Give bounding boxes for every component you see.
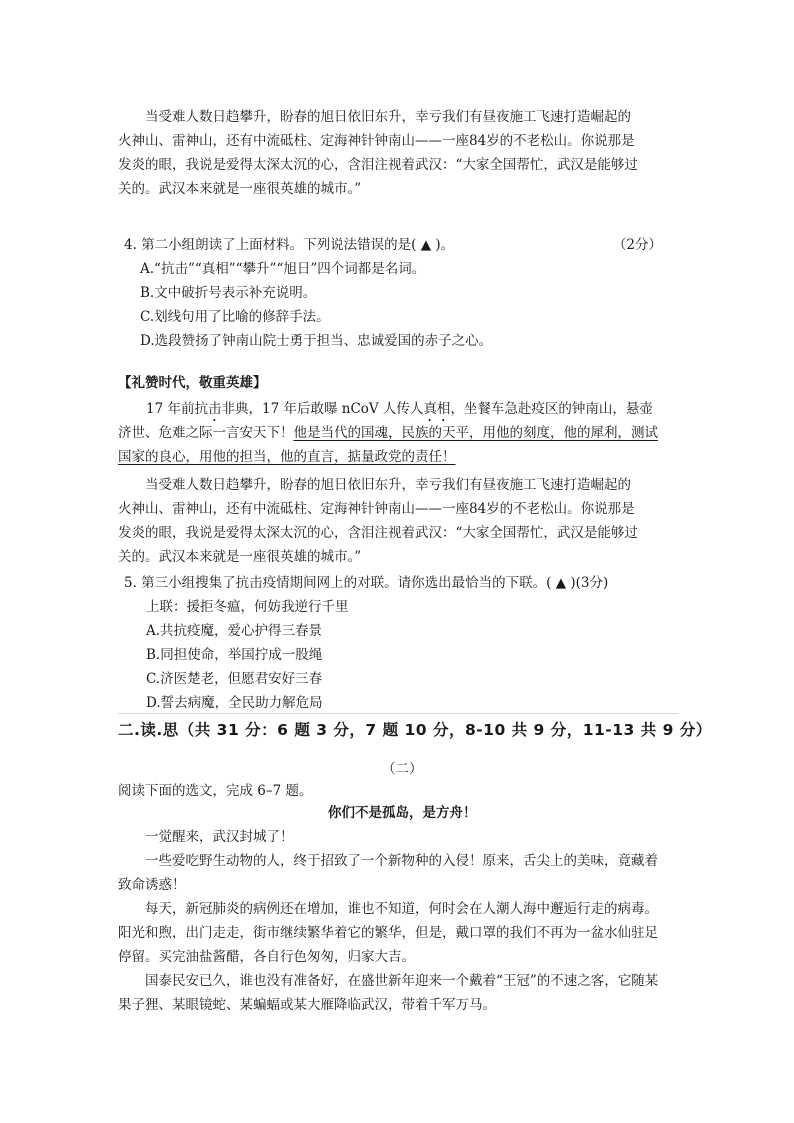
question-4-option-d: D.选段赞扬了钟南山院士勇于担当、忠诚爱国的赤子之心。: [140, 333, 493, 349]
question-4-option-a: A.“抗击”“真相”“攀升”“旭日”四个词都是名词。: [140, 261, 426, 277]
question-4-option-b: B.文中破折号表示补充说明。: [140, 285, 317, 301]
couplet-upper: 上联：援拒冬瘟，何妨我逆行千里: [146, 599, 349, 615]
question-5-option-b: B.同担使命，举国拧成一股绳: [146, 647, 323, 663]
article-paragraph: 致命诱惑！: [118, 877, 186, 893]
article-paragraph: 果子狸、某眼镜蛇、某蝙蝠或某大雁降临武汉，带着千军万马。: [118, 997, 496, 1013]
text-run: 17 年前抗: [146, 401, 208, 417]
underlined-sentence: 国家的良心，用他的担当，他的直言，掂量政党的责任！: [118, 449, 456, 465]
passage-line: 火神山、雷神山，还有中流砥柱、定海神针钟南山——一座84岁的不老松山。你说那是: [118, 501, 635, 517]
passage-line: 关的。武汉本来就是一座很英雄的城市。”: [118, 181, 362, 197]
text-run: ，坐餐车急赴疫区的钟南山，悬壶: [450, 401, 653, 417]
question-5-option-d: D.誓去病魔，全民助力解危局: [146, 695, 323, 711]
dotted-word: 击: [207, 401, 222, 417]
divider: [118, 713, 678, 714]
article-title: 你们不是孤岛，是方舟！: [328, 805, 477, 821]
question-5-stem: 5. 第三小组搜集了抗击疫情期间网上的对联。请你选出最恰当的下联。( ▲ )(3分): [124, 575, 609, 591]
article-paragraph: 一些爱吃野生动物的人，终于招致了一个新物种的入侵！原来，舌尖上的美味，竟藏着: [145, 853, 658, 869]
sub-heading: （二）: [382, 761, 423, 777]
text-run: 非典，17 年后敢曝 nCoV 人传人: [221, 401, 424, 417]
dotted-word: 真相: [423, 401, 451, 417]
article-paragraph: 阳光和煦，出门走走，街市继续繁华着它的繁华，但是，戴口罩的我们不再为一盆水仙驻足: [118, 925, 658, 941]
article-paragraph: 停留。买完油盐酱醋，各自行色匆匆，归家大吉。: [118, 949, 415, 965]
passage-line: 关的。武汉本来就是一座很英雄的城市。”: [118, 549, 362, 565]
passage-line: 当受难人数日趋攀升，盼春的旭日依旧东升，幸亏我们有昼夜施工飞速打造崛起的: [145, 477, 631, 493]
question-5-option-a: A.共抗疫魔，爱心护得三春景: [146, 623, 323, 639]
passage-line: 发炎的眼，我说是爱得太深太沉的心，含泪注视着武汉：“大家全国帮忙，武汉是能够过: [118, 157, 638, 173]
question-4-score: （2分）: [612, 237, 662, 253]
article-paragraph: 每天，新冠肺炎的病例还在增加，谁也不知道，何时会在人潮人海中邂逅行走的病毒。: [145, 901, 658, 917]
passage-line: 当受难人数日趋攀升，盼春的旭日依旧东升，幸亏我们有昼夜施工飞速打造崛起的: [145, 109, 631, 125]
part-2-heading: 二.读.思（共 31 分：6 题 3 分，7 题 10 分，8-10 共 9 分，11-13 共 9 分）: [118, 721, 712, 739]
question-4-option-c: C.划线句用了比喻的修辞手法。: [140, 309, 330, 325]
question-5-option-c: C.济医楚老，但愿君安好三春: [146, 671, 323, 687]
instruction: 阅读下面的选文，完成 6–7 题。: [118, 783, 313, 799]
article-paragraph: 一觉醒来，武汉封城了！: [145, 829, 294, 845]
text-run: 济世、危难之际一言安天下！: [118, 425, 294, 441]
passage-line: 火神山、雷神山，还有中流砥柱、定海神针钟南山——一座84岁的不老松山。你说那是: [118, 133, 635, 149]
question-4-stem: 4. 第二小组朗读了上面材料。下列说法错误的是( ▲ )。: [124, 237, 455, 253]
section-title: 【礼赞时代，敬重英雄】: [118, 375, 267, 391]
underlined-sentence: 他是当代的国魂，民族的天平，用他的刻度，他的犀利，测试: [293, 425, 658, 441]
passage-line: [118, 421, 658, 445]
article-paragraph: 国泰民安已久，谁也没有准备好，在盛世新年迎来一个戴着“王冠”的不速之客，它随某: [145, 973, 659, 989]
passage-line: 发炎的眼，我说是爱得太深太沉的心，含泪注视着武汉：“大家全国帮忙，武汉是能够过: [118, 525, 638, 541]
